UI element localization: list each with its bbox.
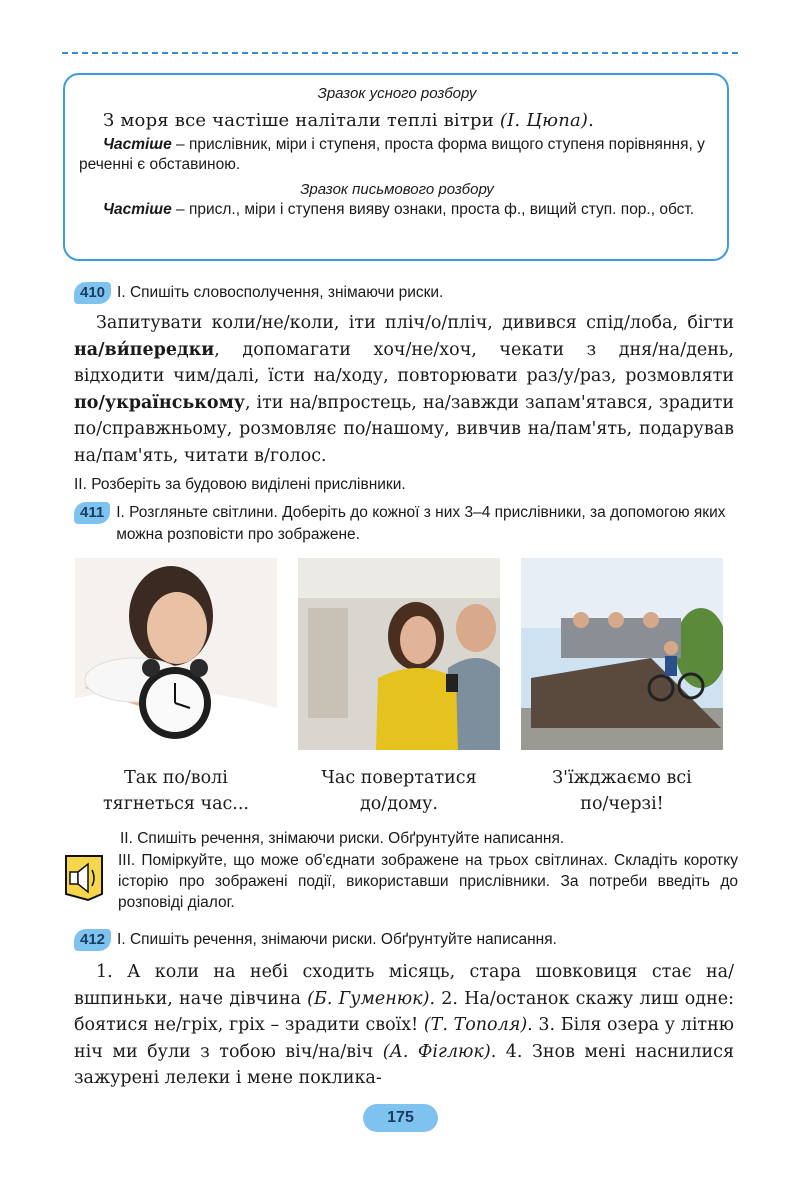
- caption-2-line2: до/дому.: [360, 794, 438, 814]
- photo-caption-1: [66, 765, 286, 817]
- oral-analysis-heading: Зразок усного розбору: [317, 85, 477, 102]
- photo-caption-2: [289, 765, 509, 817]
- exercise-number-badge: 410: [74, 282, 111, 304]
- sample-sentence-end: .: [588, 110, 595, 131]
- sample-sentence-author: (І. Цюпа): [499, 110, 589, 131]
- caption-3-line2: по/черзі!: [580, 794, 664, 814]
- exercise-410-task2: ІІ. Розберіть за будовою виділені прислівники.: [74, 476, 406, 493]
- exercise-number-badge: 411: [74, 502, 110, 524]
- top-dashed-rule: [62, 52, 738, 54]
- ex412-author2: (Т. Тополя): [423, 1015, 528, 1035]
- exercise-411-task2: ІІ. Спишіть речення, знімаючи риски. Обґрунтуйте написання.: [120, 830, 565, 847]
- page-number: 175: [363, 1104, 438, 1132]
- exercise-412-header: [74, 929, 734, 951]
- ex410-bold-word2: по/українському: [74, 392, 245, 413]
- ex412-sentence2: . 2. На/останок скажу лиш одне: боятися не/гріх, гріх – зрадити своїх!: [74, 988, 734, 1035]
- written-analysis-text: [79, 200, 715, 220]
- sample-sentence-text: З моря все частіше налітали теплі вітри: [103, 110, 494, 131]
- sample-sentence: [103, 110, 715, 131]
- exercise-411-task3: ІІІ. Поміркуйте, що може об'єднати зображене на трьох світлинах. Складіть коротку історію про зображені події, використавши прислівники. За потреби введіть до розповіді діалог.: [118, 852, 738, 911]
- photo-caption-3: [512, 765, 732, 817]
- ex412-sentence3: . 3. Біля озера у літню ніч ми були з тобою віч/на/віч: [74, 1015, 735, 1062]
- exercise-410-text: [74, 310, 734, 469]
- photo-clock-girl: [75, 558, 277, 750]
- written-analysis-word: Частіше: [103, 201, 172, 218]
- ex412-sentence4: . 4. Знов мені наснилися зажурені лелеки і мене поклика-: [74, 1041, 735, 1088]
- oral-analysis-text: [79, 135, 715, 175]
- exercise-410: [74, 282, 734, 495]
- exercise-number-badge: 412: [74, 929, 111, 951]
- sample-analysis-box: [63, 73, 729, 261]
- ex410-text-part2: , допомагати хоч/не/хоч, чекати з дня/на/день, відходити чим/далі, їсти на/ходу, повторювати раз/у/раз, розмовляти: [74, 339, 734, 386]
- ex412-author1: (Б. Гуменюк): [307, 988, 430, 1009]
- caption-1-line2: тягнеться час...: [102, 794, 249, 814]
- oral-analysis-word: Частіше: [103, 136, 172, 153]
- ex412-sentence1: 1. А коли на небі сходить місяць, стара шовковиця стає на/вшпиньки, наче дівчина: [74, 962, 734, 1009]
- exercise-411-instruction: І. Розгляньте світлини. Доберіть до кожної з них 3–4 прислівники, за допомогою яких можна розповісти про зображене.: [116, 504, 726, 543]
- caption-3-line1: З'їжджаємо всі: [552, 768, 692, 788]
- exercise-412-instruction: І. Спишіть речення, знімаючи риски. Обґрунтуйте написання.: [117, 931, 557, 948]
- ex412-author3: (А. Фіглюк): [382, 1041, 491, 1062]
- written-analysis-heading: Зразок письмового розбору: [300, 181, 494, 198]
- caption-1-line1: Так по/волі: [124, 768, 228, 788]
- exercise-410-header: [74, 282, 734, 304]
- ex410-text-part3: , іти на/впростець, на/завжди запам'ятався, зрадити по/справжньому, розмовляє по/нашому, вивчив на/пам'ять, подарував на/пам'ять, читати в/голос.: [74, 392, 734, 466]
- exercise-410-instruction: І. Спишіть словосполучення, знімаючи риски.: [117, 284, 444, 301]
- ex410-bold-word1: на/ви́передки: [74, 339, 215, 360]
- speaker-icon: [58, 854, 106, 902]
- photo-bike-ramp: [521, 558, 723, 750]
- oral-analysis-rest: – прислівник, міри і ступеня, проста форма вищого ступеня порівняння, у реченні є обставиною.: [79, 136, 705, 173]
- exercise-411: [74, 502, 734, 546]
- written-analysis-rest: – присл., міри і ступеня вияву ознаки, проста ф., вищий ступ. пор., обст.: [171, 201, 695, 218]
- caption-2-line1: Час повертатися: [321, 768, 477, 788]
- exercise-412-text: [74, 959, 734, 1092]
- exercise-412: [74, 929, 734, 1092]
- ex410-text-part1: Запитувати коли/не/коли, іти пліч/о/пліч, дивився спід/лоба, бігти: [96, 313, 734, 333]
- exercise-411-header: [74, 502, 734, 546]
- photo-airplane-couple: [298, 558, 500, 750]
